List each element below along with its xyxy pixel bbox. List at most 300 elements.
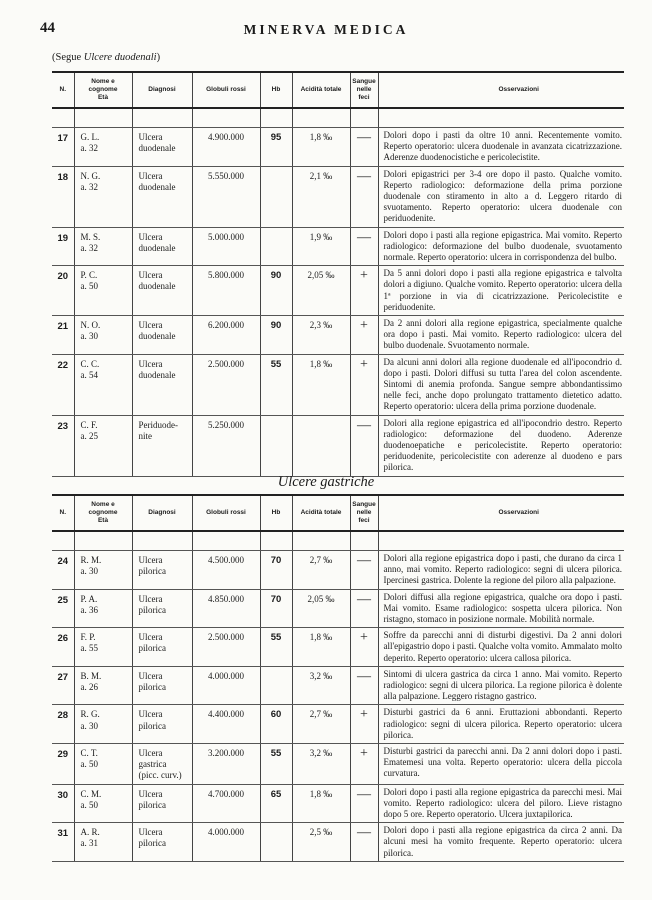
diagnosis-diag2: pilorica — [138, 720, 166, 731]
col-blood: Sangue nelle feci — [350, 495, 378, 531]
case-number-n: 21 — [57, 321, 69, 333]
patient-name: C. F. — [80, 419, 98, 430]
patient-name: N. O. — [80, 320, 101, 331]
globuli-rossi-glob: 2.500.000 — [208, 358, 244, 369]
patient — [74, 227, 132, 266]
hemoglobin — [260, 705, 292, 744]
observations — [378, 823, 624, 862]
col-observations: Osservazioni — [378, 495, 624, 531]
patient-age: a. 26 — [80, 682, 98, 693]
acidity-acid: 3,2 ‰ — [309, 748, 333, 759]
observations-obs: Da 5 anni dolori dopo i pasti alla regione epigastrica e talvolta dolori a digiuno. Qualche vomito. Reperto operatorio: ulcera della 1ª porzione in via di cicatrizzazione. Pericolecistite e periduodenite. — [383, 268, 622, 312]
observations — [378, 316, 624, 355]
patient-name: C. T. — [80, 748, 98, 759]
diagnosis — [132, 354, 192, 415]
observations — [378, 128, 624, 167]
spacer-cell — [350, 531, 378, 551]
diagnosis — [132, 266, 192, 316]
acidity — [292, 415, 350, 476]
patient-age: a. 30 — [80, 331, 98, 342]
patient-name: A. R. — [80, 827, 100, 838]
case-number-n: 24 — [57, 556, 69, 567]
case-number-n: 25 — [57, 594, 69, 606]
hemoglobin — [260, 628, 292, 667]
blood-in-stool — [350, 227, 378, 266]
patient-age: a. 25 — [80, 430, 98, 441]
case-number-n: 20 — [57, 271, 69, 283]
observations — [378, 784, 624, 823]
diagnosis-diag2: gastrica — [138, 759, 167, 770]
diagnosis-diag1: Periduode- — [138, 419, 178, 430]
blood-in-stool-sang: — — [357, 591, 371, 607]
duodenal-ulcer-table — [52, 71, 624, 477]
acidity — [292, 705, 350, 744]
col-globuli: Globuli rossi — [192, 495, 260, 531]
spacer-cell — [52, 531, 74, 551]
observations — [378, 744, 624, 785]
case-number — [52, 823, 74, 862]
diagnosis — [132, 227, 192, 266]
diagnosis-diag1: Ulcera — [138, 788, 163, 799]
acidity — [292, 551, 350, 590]
patient — [74, 666, 132, 705]
blood-in-stool — [350, 354, 378, 415]
globuli-rossi-glob: 4.000.000 — [208, 670, 244, 681]
continuation-note: (Segue Ulcere duodenali) — [52, 52, 161, 63]
acidity — [292, 628, 350, 667]
acidity — [292, 784, 350, 823]
observations — [378, 415, 624, 476]
hemoglobin — [260, 744, 292, 785]
patient-age: a. 32 — [80, 181, 98, 192]
case-number — [52, 551, 74, 590]
page-number: 44 — [40, 20, 55, 36]
observations-obs: Da alcuni anni dolori alla regione duodenale ed all'ipocondrio d. dopo i pasti. Dolori diffusi su tutta l'area del colon ascendente. Sintomi di anemia profonda. Sangue sempre abbondantissimo nelle feci, anche dopo prolungato trattamento dietetico adatto. Reperto operatorio: ulcera della prima porzione duodenale. — [383, 356, 622, 412]
blood-in-stool — [350, 744, 378, 785]
diagnosis — [132, 316, 192, 355]
spacer-cell — [132, 108, 192, 128]
patient-name: P. C. — [80, 270, 98, 281]
diagnosis-diag2: duodenale — [138, 281, 176, 292]
globuli-rossi-glob: 3.200.000 — [208, 748, 244, 759]
diagnosis-diag2: nite — [138, 430, 152, 441]
hemoglobin-hb: 55 — [270, 632, 282, 644]
blood-in-stool-sang: + — [360, 630, 368, 646]
diagnosis — [132, 705, 192, 744]
hemoglobin — [260, 551, 292, 590]
observations-obs: Dolori alla regione epigastrica dopo i pasti, che durano da circa 1 anno, mai vomito. Reperto radiologico: segni di ulcera pilorica. Ipercinesi gastrica. Dolente la regione del piloro alla palpazione. — [383, 553, 622, 586]
case-number-n: 23 — [57, 420, 69, 432]
acidity-acid: 1,8 ‰ — [309, 632, 333, 643]
hemoglobin — [260, 415, 292, 476]
diagnosis-diag1: Ulcera — [138, 170, 163, 181]
globuli-rossi — [192, 551, 260, 590]
blood-in-stool — [350, 266, 378, 316]
patient-age: a. 32 — [80, 242, 98, 253]
acidity-acid: 2,1 ‰ — [309, 170, 333, 181]
diagnosis-diag2: pilorica — [138, 682, 166, 693]
globuli-rossi — [192, 354, 260, 415]
patient-age: a. 50 — [80, 281, 98, 292]
blood-in-stool — [350, 628, 378, 667]
blood-in-stool-sang: — — [357, 168, 371, 184]
table-row — [52, 128, 624, 167]
patient — [74, 551, 132, 590]
case-number-n: 31 — [57, 828, 69, 840]
journal-header: MINERVA MEDICA — [243, 22, 409, 37]
hemoglobin-hb: 60 — [270, 709, 282, 721]
acidity — [292, 128, 350, 167]
section-title: Ulcere gastriche — [277, 474, 375, 490]
observations — [378, 227, 624, 266]
blood-in-stool-sang: — — [357, 553, 371, 568]
spacer-cell — [350, 108, 378, 128]
globuli-rossi — [192, 227, 260, 266]
diagnosis-diag1: Ulcera — [138, 748, 163, 759]
blood-in-stool — [350, 128, 378, 167]
case-number-n: 26 — [57, 633, 69, 645]
case-number-n: 27 — [57, 671, 69, 683]
globuli-rossi-glob: 5.800.000 — [208, 270, 244, 281]
hemoglobin — [260, 266, 292, 316]
header-spacer-row — [52, 531, 624, 551]
table-row — [52, 823, 624, 862]
case-number — [52, 744, 74, 785]
observations-obs: Soffre da parecchi anni di disturbi digestivi. Da 2 anni dolori all'epigastrio dopo i pasti. Qualche volta vomito. Ammalato molto deperito. Reperto operatorio: ulcera callosa pilorica. — [383, 630, 622, 663]
patient-age: a. 54 — [80, 369, 98, 380]
spacer-cell — [292, 108, 350, 128]
globuli-rossi-glob: 6.200.000 — [208, 320, 244, 331]
acidity — [292, 354, 350, 415]
blood-in-stool-sang: — — [357, 229, 371, 245]
diagnosis — [132, 166, 192, 227]
case-number — [52, 166, 74, 227]
globuli-rossi-glob: 5.550.000 — [208, 170, 244, 181]
observations — [378, 589, 624, 628]
blood-in-stool — [350, 823, 378, 862]
case-number-n: 18 — [57, 171, 69, 183]
diagnosis — [132, 744, 192, 785]
patient — [74, 266, 132, 316]
case-number-n: 30 — [57, 789, 69, 801]
table-row — [52, 666, 624, 705]
blood-in-stool — [350, 316, 378, 355]
patient-age: a. 55 — [80, 643, 98, 654]
acidity — [292, 266, 350, 316]
patient-age: a. 32 — [80, 143, 98, 154]
globuli-rossi-glob: 4.700.000 — [208, 788, 244, 799]
observations — [378, 354, 624, 415]
acidity-acid: 1,8 ‰ — [309, 132, 333, 142]
patient-age: a. 30 — [80, 720, 98, 731]
diagnosis — [132, 823, 192, 862]
diagnosis-diag2: pilorica — [138, 604, 166, 615]
col-acidity: Acidità totale — [292, 495, 350, 531]
globuli-rossi — [192, 589, 260, 628]
table-header — [52, 495, 624, 531]
hemoglobin-hb: 55 — [270, 748, 282, 760]
acidity — [292, 316, 350, 355]
hemoglobin — [260, 354, 292, 415]
spacer-cell — [192, 531, 260, 551]
diagnosis-diag2: pilorica — [138, 643, 166, 654]
globuli-rossi — [192, 266, 260, 316]
globuli-rossi — [192, 784, 260, 823]
diagnosis-diag1: Ulcera — [138, 632, 163, 643]
hemoglobin-hb: 95 — [270, 132, 282, 143]
diagnosis-diag2: duodenale — [138, 369, 176, 380]
header-spacer-row — [52, 108, 624, 128]
gastric-ulcer-table — [52, 494, 624, 862]
acidity — [292, 823, 350, 862]
diagnosis — [132, 415, 192, 476]
globuli-rossi — [192, 316, 260, 355]
acidity-acid: 2,05 ‰ — [307, 270, 335, 281]
diagnosis — [132, 784, 192, 823]
diagnosis-diag1: Ulcera — [138, 593, 163, 604]
observations-obs: Sintomi di ulcera gastrica da circa 1 anno. Mai vomito. Reperto radiologico: segni di ulcera pilorica. La regione pilorica è dolente alla palpazione. Leggero ristagno gastrico. — [383, 668, 622, 702]
observations-obs: Dolori diffusi alla regione epigastrica, qualche ora dopo i pasti. Mai vomito. Esame radiologico: sospetta ulcera pilorica. Non ristagno, stomaco in posizione normale. Mobilità normale. — [383, 591, 622, 625]
globuli-rossi-glob: 4.850.000 — [208, 593, 244, 604]
hemoglobin-hb: 90 — [270, 270, 282, 282]
acidity-acid: 2,7 ‰ — [309, 709, 333, 720]
patient-age: a. 30 — [80, 566, 98, 577]
patient-name: G. L. — [80, 132, 100, 142]
diagnosis-diag2: duodenale — [138, 143, 176, 154]
spacer-cell — [260, 108, 292, 128]
patient-name: R. M. — [80, 555, 102, 565]
patient — [74, 415, 132, 476]
globuli-rossi-glob: 5.000.000 — [208, 231, 244, 242]
case-number-n: 28 — [57, 710, 69, 722]
patient-age: a. 36 — [80, 604, 98, 615]
diagnosis-diag1: Ulcera — [138, 358, 163, 369]
acidity — [292, 166, 350, 227]
hemoglobin — [260, 166, 292, 227]
spacer-cell — [292, 531, 350, 551]
patient-name: P. A. — [80, 593, 98, 604]
hemoglobin-hb: 65 — [270, 788, 282, 800]
globuli-rossi-glob: 5.250.000 — [208, 419, 244, 430]
diagnosis-diag1: Ulcera — [138, 132, 163, 142]
patient — [74, 316, 132, 355]
blood-in-stool — [350, 784, 378, 823]
spacer-cell — [260, 531, 292, 551]
diagnosis — [132, 589, 192, 628]
patient — [74, 744, 132, 785]
acidity-acid: 2,3 ‰ — [309, 320, 333, 331]
globuli-rossi — [192, 128, 260, 167]
patient-name: M. S. — [80, 231, 101, 242]
blood-in-stool-sang: — — [357, 786, 371, 802]
case-number — [52, 354, 74, 415]
observations — [378, 166, 624, 227]
spacer-cell — [74, 531, 132, 551]
diagnosis — [132, 628, 192, 667]
diagnosis — [132, 551, 192, 590]
patient-age: a. 50 — [80, 759, 98, 770]
diagnosis-diag1: Ulcera — [138, 555, 163, 565]
hemoglobin-hb: 90 — [270, 320, 282, 332]
col-patient: Nome e cognome Età — [74, 495, 132, 531]
table-row — [52, 316, 624, 355]
col-globuli: Globuli rossi — [192, 72, 260, 108]
col-patient: Nome e cognome Età — [74, 72, 132, 108]
patient-name: N. G. — [80, 170, 101, 181]
diagnosis-diag1: Ulcera — [138, 270, 163, 281]
globuli-rossi-glob: 4.000.000 — [208, 827, 244, 838]
acidity-acid: 2,05 ‰ — [307, 593, 335, 604]
blood-in-stool-sang: — — [357, 417, 371, 433]
acidity — [292, 744, 350, 785]
case-number — [52, 705, 74, 744]
diagnosis-diag1: Ulcera — [138, 827, 163, 838]
col-diagnosis: Diagnosi — [132, 495, 192, 531]
observations-obs: Dolori dopo i pasti alla regione epigastrica. Mai vomito. Reperto radiologico: deformazione del bulbo duodenale, svuotamento normale. Reperto operatorio: ulcera in corrispondenza del bulbo. — [383, 229, 622, 263]
diagnosis — [132, 128, 192, 167]
table-row — [52, 227, 624, 266]
table-row — [52, 354, 624, 415]
globuli-rossi — [192, 823, 260, 862]
case-number — [52, 589, 74, 628]
globuli-rossi-glob: 4.500.000 — [208, 555, 244, 565]
case-number — [52, 266, 74, 316]
case-number-n: 17 — [57, 133, 69, 144]
diagnosis-diag2: duodenale — [138, 331, 176, 342]
observations — [378, 266, 624, 316]
observations-obs: Dolori dopo i pasti alla regione epigastrica da circa 2 anni. Da alcuni mesi ha vomito frequente. Reperto operatorio: ulcera pilorica. — [383, 825, 622, 858]
hemoglobin — [260, 128, 292, 167]
hemoglobin-hb: 70 — [270, 555, 282, 566]
patient — [74, 705, 132, 744]
col-hb: Hb — [260, 72, 292, 108]
blood-in-stool — [350, 589, 378, 628]
case-number — [52, 316, 74, 355]
globuli-rossi — [192, 628, 260, 667]
globuli-rossi-glob: 4.900.000 — [208, 132, 244, 142]
patient-age: a. 50 — [80, 799, 98, 810]
globuli-rossi — [192, 705, 260, 744]
case-number — [52, 415, 74, 476]
spacer-cell — [74, 108, 132, 128]
acidity-acid: 2,5 ‰ — [309, 827, 333, 838]
table-row — [52, 266, 624, 316]
patient-age: a. 31 — [80, 838, 98, 849]
observations-obs: Dolori epigastrici per 3-4 ore dopo il pasto. Qualche vomito. Reperto radiologico: deformazione della prima porzione duodenale con stiramento in alto a d. Leggero ritardo di svuotamento. Reperto operatorio: ulcera duodenale con periduodenite. — [383, 168, 622, 224]
col-observations: Osservazioni — [378, 72, 624, 108]
case-number-n: 22 — [57, 359, 69, 371]
spacer-cell — [378, 531, 624, 551]
hemoglobin — [260, 227, 292, 266]
patient-name: C. M. — [80, 788, 102, 799]
globuli-rossi — [192, 666, 260, 705]
diagnosis-diag1: Ulcera — [138, 670, 163, 681]
spacer-cell — [52, 108, 74, 128]
patient-name: R. G. — [80, 709, 100, 720]
table-row — [52, 551, 624, 590]
table-row — [52, 628, 624, 667]
acidity-acid: 2,7 ‰ — [309, 555, 333, 565]
observations — [378, 705, 624, 744]
diagnosis-diag3: (picc. curv.) — [138, 770, 182, 781]
blood-in-stool-sang: — — [357, 130, 371, 145]
hemoglobin-hb: 55 — [270, 358, 282, 370]
acidity-acid: 1,9 ‰ — [309, 231, 333, 242]
observations-obs: Disturbi gastrici da parecchi anni. Da 2 anni dolori dopo i pasti. Ematemesi una volta. Reperto operatorio: ulcera della piccola curvatura. — [383, 746, 622, 779]
acidity — [292, 666, 350, 705]
observations — [378, 628, 624, 667]
hemoglobin — [260, 823, 292, 862]
observations-obs: Dolori dopo i pasti alla regione epigastrica da parecchi mesi. Mai vomito. Reperto radiologico: ulcera del piloro. Lieve ristagno dopo 5 ore. Reperto operatorio. Ulcera juxtapilorica. — [383, 786, 622, 820]
diagnosis-diag1: Ulcera — [138, 320, 163, 331]
globuli-rossi — [192, 415, 260, 476]
blood-in-stool — [350, 415, 378, 476]
case-number — [52, 628, 74, 667]
blood-in-stool — [350, 705, 378, 744]
col-hb: Hb — [260, 495, 292, 531]
patient — [74, 354, 132, 415]
case-number — [52, 128, 74, 167]
spacer-cell — [378, 108, 624, 128]
patient-name: C. C. — [80, 358, 100, 369]
col-n: N. — [52, 72, 74, 108]
acidity — [292, 589, 350, 628]
blood-in-stool-sang: + — [360, 268, 368, 284]
patient — [74, 823, 132, 862]
diagnosis-diag2: duodenale — [138, 242, 176, 253]
table-row — [52, 744, 624, 785]
col-acidity: Acidità totale — [292, 72, 350, 108]
spacer-cell — [192, 108, 260, 128]
patient-name: B. M. — [80, 670, 102, 681]
patient — [74, 166, 132, 227]
acidity-acid: 3,2 ‰ — [309, 670, 333, 681]
blood-in-stool-sang: — — [357, 825, 371, 841]
acidity-acid: 1,8 ‰ — [309, 358, 333, 369]
hemoglobin-hb: 70 — [270, 593, 282, 605]
observations-obs: Disturbi gastrici da 6 anni. Eruttazioni abbondanti. Reperto radiologico: segni di ulcera pilorica. Reperto operatorio: ulcera pilorica. — [383, 707, 622, 740]
table-row — [52, 784, 624, 823]
globuli-rossi — [192, 166, 260, 227]
observations-obs: Dolori alla regione epigastrica ed all'ipocondrio destro. Reperto radiologico: deformazione del duodeno. Aderenze duodenoepatiche e pericolecistite. Reperto operatorio: periduodenite, pericolecistite con aderenze al duodeno e pars pilorica. — [383, 417, 622, 473]
blood-in-stool-sang: + — [360, 356, 368, 372]
diagnosis — [132, 666, 192, 705]
blood-in-stool — [350, 551, 378, 590]
blood-in-stool-sang: — — [357, 668, 371, 684]
patient — [74, 128, 132, 167]
blood-in-stool-sang: + — [360, 707, 368, 723]
blood-in-stool — [350, 666, 378, 705]
case-number-n: 19 — [57, 232, 69, 244]
hemoglobin — [260, 666, 292, 705]
diagnosis-diag2: pilorica — [138, 566, 166, 577]
diagnosis-diag2: pilorica — [138, 799, 166, 810]
patient — [74, 589, 132, 628]
globuli-rossi — [192, 744, 260, 785]
table-header — [52, 72, 624, 108]
globuli-rossi-glob: 4.400.000 — [208, 709, 244, 720]
acidity — [292, 227, 350, 266]
observations-obs: Da 2 anni dolori alla regione epigastrica, specialmente qualche ora dopo i pasti. Mai vomito. Reperto radiologico: ulcera del bulbo duodenale. Svuotamento normale. — [383, 318, 622, 351]
blood-in-stool-sang: + — [360, 318, 368, 334]
case-number — [52, 784, 74, 823]
blood-in-stool-sang: + — [360, 746, 368, 762]
col-blood: Sangue nelle feci — [350, 72, 378, 108]
col-n: N. — [52, 495, 74, 531]
diagnosis-diag1: Ulcera — [138, 709, 163, 720]
observations — [378, 551, 624, 590]
blood-in-stool — [350, 166, 378, 227]
